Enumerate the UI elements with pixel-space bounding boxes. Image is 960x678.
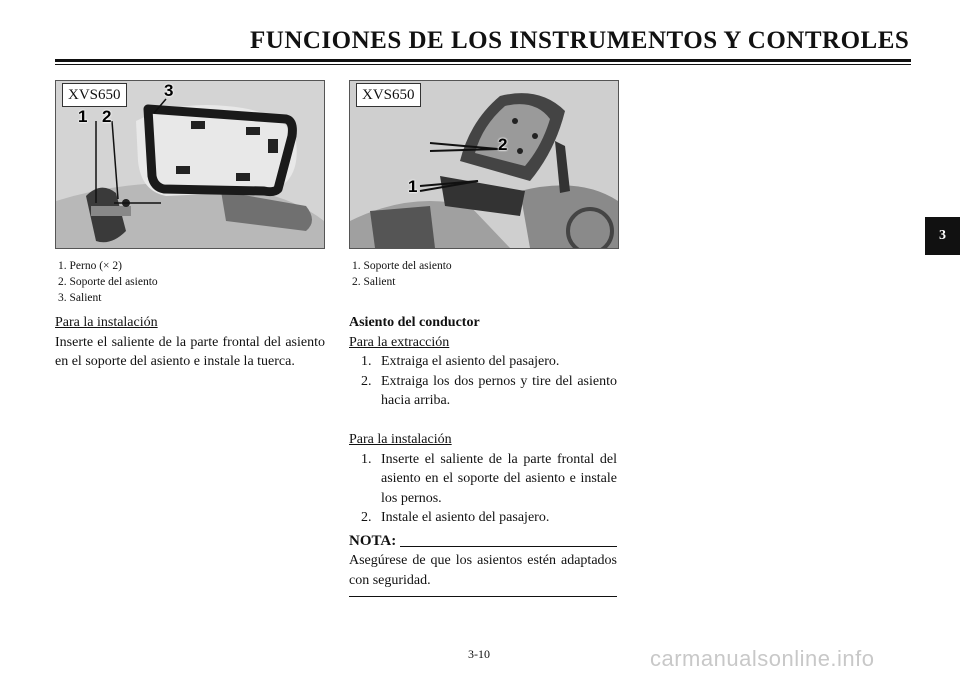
note-header	[349, 532, 617, 552]
removal-heading: Para la extracción	[349, 334, 450, 350]
figure-seat-bracket	[349, 80, 619, 249]
callout-2: 2	[102, 107, 112, 126]
callout-2: 2	[498, 135, 508, 154]
note-rule	[400, 546, 617, 547]
removal-step	[349, 372, 617, 411]
page-number: 3-10	[468, 647, 490, 661]
model-label: XVS650	[356, 83, 421, 107]
chapter-tab[interactable]: 3	[925, 217, 960, 255]
install-heading: Para la instalación	[349, 432, 452, 447]
note-end-rule	[349, 596, 617, 597]
caption-2: 2. Soporte del asiento	[58, 276, 158, 288]
callout-1: 1	[408, 177, 418, 196]
note-label: NOTA:	[349, 532, 397, 549]
note-text: Asegúrese de que los asientos estén adaptados con seguridad.	[349, 553, 617, 588]
install-heading: Para la instalación	[55, 315, 158, 330]
figure-left-captions	[58, 258, 158, 306]
install-text: Inserte el saliente de la parte frontal del asiento en el soporte del asiento e instale la tuerca.	[55, 334, 325, 369]
step-number: 1.	[361, 451, 372, 467]
step-text: Instale el asiento del pasajero.	[381, 510, 550, 525]
callout-3: 3	[164, 81, 174, 100]
page-title: FUNCIONES DE LOS INSTRUMENTOS Y CONTROLES	[250, 27, 910, 54]
step-text: Extraiga los dos pernos y tire del asiento hacia arriba.	[381, 373, 617, 408]
watermark: carmanualsonline.info	[650, 646, 875, 671]
header-rule	[55, 59, 911, 62]
caption-2: 2. Salient	[352, 276, 396, 288]
removal-step	[349, 352, 617, 372]
left-column	[55, 313, 325, 372]
section-title: Asiento del conductor	[349, 315, 480, 330]
caption-1: 1. Perno (× 2)	[58, 260, 122, 272]
install-step	[349, 450, 617, 509]
step-text: Extraiga el asiento del pasajero.	[381, 354, 560, 369]
step-number: 1.	[361, 354, 372, 369]
caption-3: 3. Salient	[58, 292, 102, 304]
install-step	[349, 508, 617, 528]
step-number: 2.	[361, 510, 372, 525]
caption-1: 1. Soporte del asiento	[352, 260, 452, 272]
step-number: 2.	[361, 373, 372, 389]
model-label: XVS650	[62, 83, 127, 107]
header-rule-thin	[55, 64, 911, 65]
step-text: Inserte el saliente de la parte frontal del asiento en el soporte del asiento e instale los pernos.	[381, 451, 617, 506]
figure-seat-underside	[55, 80, 325, 249]
right-column	[349, 313, 617, 597]
callout-1: 1	[78, 107, 88, 126]
figure-right-captions	[352, 258, 452, 290]
